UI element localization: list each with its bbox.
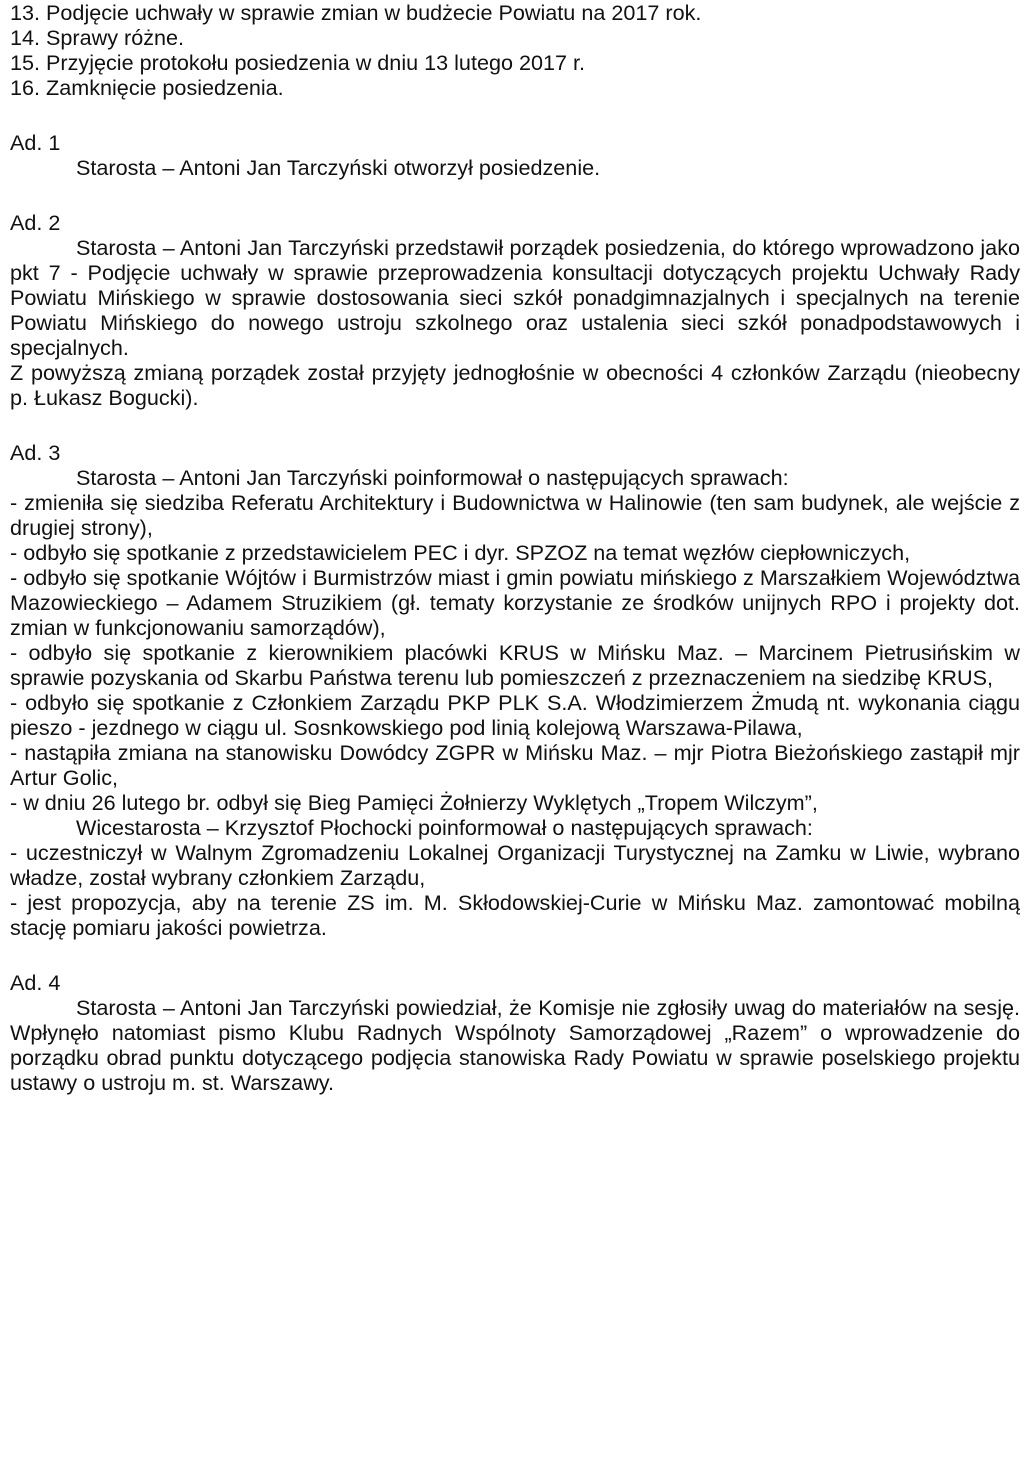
section-heading: Ad. 1 (10, 130, 61, 155)
bullet-item: - odbyło się spotkanie z przedstawicielem PEC i dyr. SPZOZ na temat węzłów ciepłowniczych, (10, 540, 911, 565)
section-heading: Ad. 3 (10, 440, 61, 465)
bullet-item: - nastąpiła zmiana na stanowisku Dowódcy ZGPR w Mińsku Maz. – mjr Piotra Bieżońskiego zastąpił mjr Artur Golic, (10, 740, 1020, 790)
bullet-item: - jest propozycja, aby na terenie ZS im. M. Skłodowskiej-Curie w Mińsku Maz. zamontować mobilną stację pomiaru jakości powietrza. (10, 890, 1020, 940)
bullet-item: - odbyło się spotkanie Wójtów i Burmistrzów miast i gmin powiatu mińskiego z Marszałkiem Województwa Mazowieckiego – Adamem Struzikiem (gł. tematy korzystanie ze środków unijnych RPO i projekty dot. zmian w funkcjonowaniu samorządów), (10, 565, 1020, 640)
spacer (10, 410, 1020, 440)
bullet-item: - odbyło się spotkanie z Członkiem Zarządu PKP PLK S.A. Włodzimierzem Żmudą nt. wykonania ciągu pieszo - jezdnego w ciągu ul. Sosnkowskiego pod linią kolejową Warszawa-Pilawa, (10, 690, 1020, 740)
agenda-item: 16. Zamknięcie posiedzenia. (10, 75, 284, 100)
section-intro: Starosta – Antoni Jan Tarczyński poinformował o następujących sprawach: (76, 465, 789, 490)
section-ad2 (10, 210, 1020, 410)
agenda-item: 14. Sprawy różne. (10, 25, 185, 50)
spacer (10, 180, 1020, 210)
bullet-item: - odbyło się spotkanie z kierownikiem placówki KRUS w Mińsku Maz. – Marcinem Pietrusińskim w sprawie pozyskania od Skarbu Państwa terenu lub pomieszczeń z przeznaczeniem na siedzibę KRUS, (10, 640, 1020, 690)
document-page (10, 0, 1020, 1095)
section-heading: Ad. 2 (10, 210, 61, 235)
section-heading: Ad. 4 (10, 970, 61, 995)
spacer (10, 100, 1020, 130)
section-intro: Wicestarosta – Krzysztof Płochocki poinformował o następujących sprawach: (76, 815, 813, 840)
section-text: Starosta – Antoni Jan Tarczyński powiedział, że Komisje nie zgłosiły uwag do materiałów na sesję. Wpłynęło natomiast pismo Klubu Radnych Wspólnoty Samorządowej „Razem” o wprowadzenie do porządku obrad punktu dotyczącego podjęcia stanowiska Rady Powiatu w sprawie poselskiego projektu ustawy o ustroju m. st. Warszawy. (10, 995, 1020, 1095)
section-text: Starosta – Antoni Jan Tarczyński przedstawił porządek posiedzenia, do którego wprowadzono jako pkt 7 - Podjęcie uchwały w sprawie przeprowadzenia konsultacji dotyczących projektu Uchwały Rady Powiatu Mińskiego w sprawie dostosowania sieci szkół ponadgimnazjalnych i specjalnych na terenie Powiatu Mińskiego do nowego ustroju szkolnego oraz ustalenia sieci szkół ponadpodstawowych i specjalnych. (10, 235, 1020, 360)
section-text: Starosta – Antoni Jan Tarczyński otworzył posiedzenie. (76, 155, 601, 180)
spacer (10, 940, 1020, 970)
bullet-item: - zmieniła się siedziba Referatu Architektury i Budownictwa w Halinowie (ten sam budynek, ale wejście z drugiej strony), (10, 490, 1020, 540)
agenda-item: 15. Przyjęcie protokołu posiedzenia w dniu 13 lutego 2017 r. (10, 50, 586, 75)
section-ad1 (10, 130, 1020, 180)
agenda-item: 13. Podjęcie uchwały w sprawie zmian w budżecie Powiatu na 2017 rok. (10, 0, 702, 25)
section-ad3 (10, 440, 1020, 940)
bullet-item: - w dniu 26 lutego br. odbył się Bieg Pamięci Żołnierzy Wyklętych „Tropem Wilczym”, (10, 790, 818, 815)
bullet-item: - uczestniczył w Walnym Zgromadzeniu Lokalnej Organizacji Turystycznej na Zamku w Liwie, wybrano władze, został wybrany członkiem Zarządu, (10, 840, 1020, 890)
section-ad4 (10, 970, 1020, 1095)
section-text: Z powyższą zmianą porządek został przyjęty jednogłośnie w obecności 4 członków Zarządu (nieobecny p. Łukasz Bogucki). (10, 360, 1020, 410)
agenda-list (10, 0, 1020, 100)
